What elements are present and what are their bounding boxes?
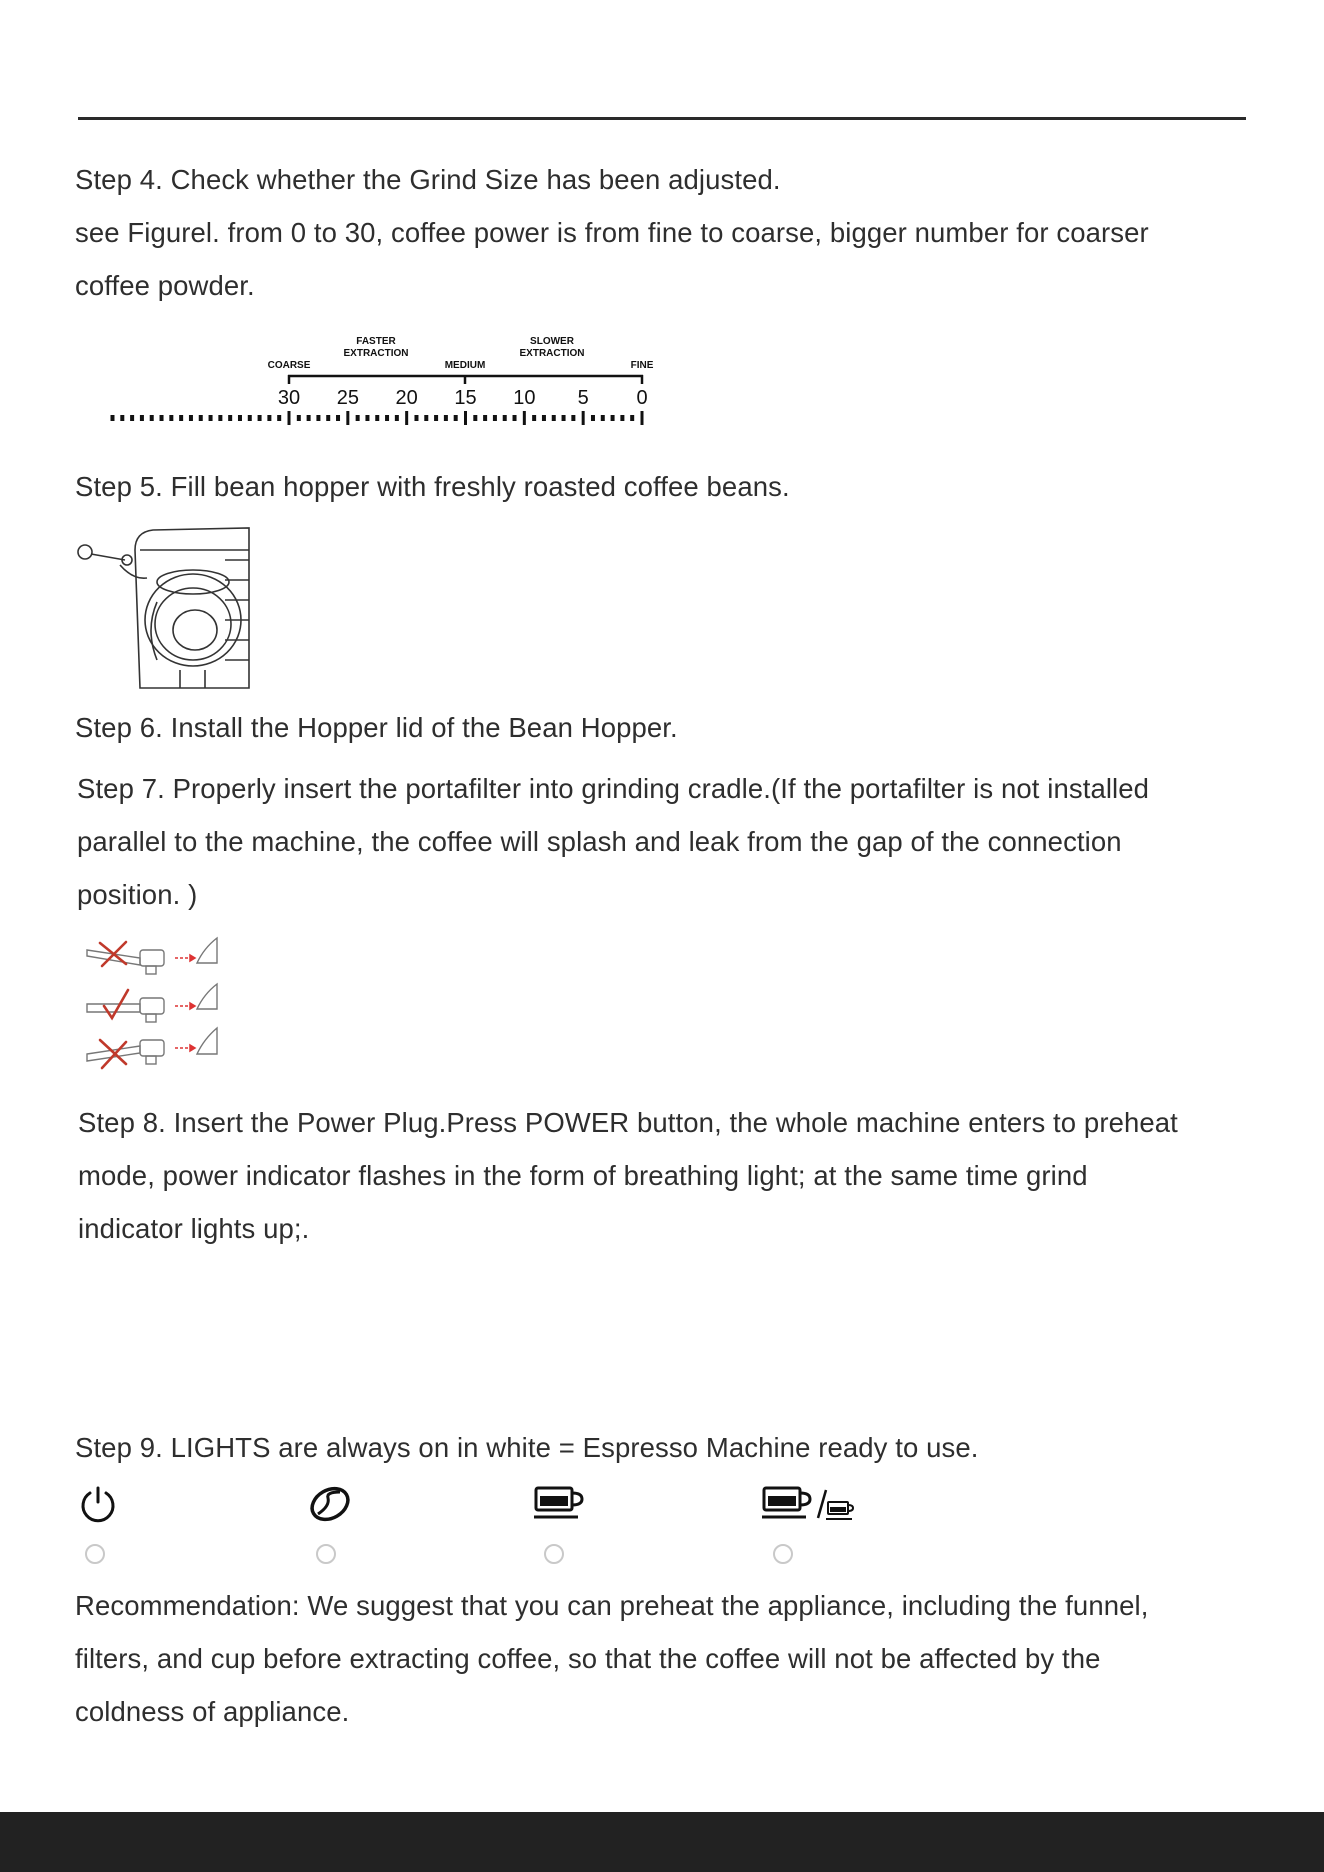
step-7-line-3: position. ) (77, 879, 198, 910)
scale-minor-dot (238, 415, 242, 421)
grind-indicator-light (316, 1544, 336, 1564)
scale-label-slower-extraction: EXTRACTION (519, 348, 585, 359)
scale-minor-dot (307, 415, 311, 421)
scale-label-faster-extraction: EXTRACTION (343, 348, 409, 359)
scale-minor-dot (316, 415, 320, 421)
scale-minor-dot (395, 415, 399, 421)
footer-bar (0, 1812, 1324, 1872)
step-4-line-3: coffee powder. (75, 270, 255, 301)
header-rule (78, 117, 1246, 120)
scale-minor-dot (209, 415, 213, 421)
scale-label-coarse: COARSE (267, 360, 311, 371)
scale-major-tick (346, 411, 349, 425)
scale-minor-dot (552, 415, 556, 421)
step-7-line-2: parallel to the machine, the coffee will splash and leak from the gap of the connection (77, 826, 1122, 857)
scale-minor-dot (228, 415, 232, 421)
scale-major-tick (288, 411, 291, 425)
step-8-line-1: Step 8. Insert the Power Plug.Press POWER button, the whole machine enters to preheat (78, 1107, 1178, 1138)
step-8-line-2: mode, power indicator flashes in the form of breathing light; at the same time grind (78, 1160, 1088, 1191)
scale-minor-dot (483, 415, 487, 421)
step-4-title: Step 4. Check whether the Grind Size has been adjusted. (75, 164, 781, 195)
scale-minor-dot (140, 415, 144, 421)
scale-minor-dot (356, 415, 360, 421)
scale-label-medium: MEDIUM (444, 360, 486, 371)
coffee-bean-icon (308, 1484, 352, 1524)
scale-minor-dot (591, 415, 595, 421)
scale-minor-dot (336, 415, 340, 421)
scale-minor-dot (630, 415, 634, 421)
scale-tick-label: 25 (336, 387, 359, 409)
scale-minor-dot (199, 415, 203, 421)
scale-tick-label: 15 (454, 387, 477, 409)
scale-minor-dot (169, 415, 173, 421)
scale-minor-dot (267, 415, 271, 421)
scale-tick-label: 10 (513, 387, 536, 409)
scale-minor-dot (160, 415, 164, 421)
scale-minor-dot (601, 415, 605, 421)
double-cup-icon (760, 1484, 856, 1524)
scale-label-faster: FASTER (356, 336, 396, 347)
portafilter-insertion-diagram (82, 928, 232, 1078)
scale-minor-dot (297, 415, 301, 421)
scale-minor-dot (434, 415, 438, 421)
step-4-line-2: see Figurel. from 0 to 30, coffee power is from fine to coarse, bigger number for coarser (75, 217, 1149, 248)
scale-minor-dot (620, 415, 624, 421)
step-9-title: Step 9. LIGHTS are always on in white = Espresso Machine ready to use. (75, 1432, 979, 1463)
scale-minor-dot (513, 415, 517, 421)
scale-minor-dot (365, 415, 369, 421)
scale-minor-dot (571, 415, 575, 421)
scale-minor-dot (424, 415, 428, 421)
recommendation-line-2: filters, and cup before extracting coffee, so that the coffee will not be affected by the (75, 1643, 1101, 1674)
scale-minor-dot (277, 415, 281, 421)
scale-label-slower: SLOWER (530, 336, 574, 347)
scale-minor-dot (493, 415, 497, 421)
single-cup-indicator-light (544, 1544, 564, 1564)
scale-minor-dot (150, 415, 154, 421)
power-indicator-light (85, 1544, 105, 1564)
scale-minor-dot (218, 415, 222, 421)
scale-minor-dot (120, 415, 124, 421)
scale-minor-dot (444, 415, 448, 421)
scale-minor-dot (532, 415, 536, 421)
scale-minor-dot (454, 415, 458, 421)
grind-size-scale-figure (100, 328, 660, 428)
scale-minor-dot (130, 415, 134, 421)
step-5-title: Step 5. Fill bean hopper with freshly roasted coffee beans. (75, 471, 790, 502)
scale-major-tick (464, 411, 467, 425)
step-6-title: Step 6. Install the Hopper lid of the Bean Hopper. (75, 712, 678, 743)
scale-minor-dot (258, 415, 262, 421)
recommendation-line-1: Recommendation: We suggest that you can preheat the appliance, including the funnel, (75, 1590, 1149, 1621)
step-8-line-3: indicator lights up;. (78, 1213, 310, 1244)
scale-tick-label: 0 (636, 387, 648, 409)
scale-major-tick (405, 411, 408, 425)
single-cup-icon (532, 1484, 588, 1524)
scale-tick-label: 5 (577, 387, 589, 409)
scale-minor-dot (179, 415, 183, 421)
scale-minor-dot (385, 415, 389, 421)
step-7-line-1: Step 7. Properly insert the portafilter into grinding cradle.(If the portafilter is not installed (77, 773, 1150, 804)
scale-minor-dot (542, 415, 546, 421)
scale-minor-dot (503, 415, 507, 421)
double-cup-indicator-light (773, 1544, 793, 1564)
power-icon (78, 1484, 118, 1524)
scale-minor-dot (611, 415, 615, 421)
scale-minor-dot (562, 415, 566, 421)
bean-hopper-illustration (75, 520, 255, 690)
scale-major-tick (523, 411, 526, 425)
scale-minor-dot (189, 415, 193, 421)
scale-minor-dot (326, 415, 330, 421)
scale-major-tick (641, 411, 644, 425)
scale-minor-dot (248, 415, 252, 421)
scale-minor-dot (111, 415, 115, 421)
indicator-lights-row (70, 1484, 870, 1564)
scale-major-tick (582, 411, 585, 425)
scale-minor-dot (375, 415, 379, 421)
scale-label-fine: FINE (630, 360, 654, 371)
scale-minor-dot (473, 415, 477, 421)
scale-minor-dot (414, 415, 418, 421)
scale-tick-label: 30 (277, 387, 301, 409)
recommendation-line-3: coldness of appliance. (75, 1696, 350, 1727)
scale-tick-label: 20 (395, 387, 418, 409)
